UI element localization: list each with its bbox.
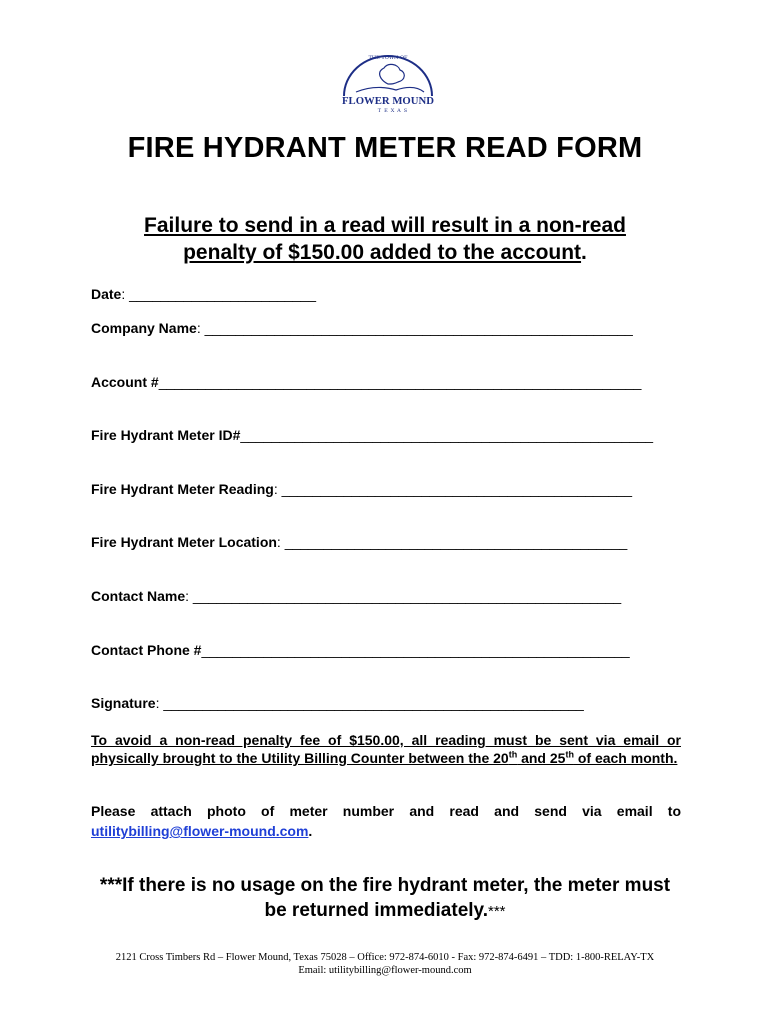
- fill-line: _____________________________________________________: [240, 427, 654, 443]
- field-label: Fire Hydrant Meter Reading: [91, 481, 274, 497]
- fill-line: _______________________________________________________: [200, 320, 633, 336]
- penalty-warning: [95, 212, 675, 266]
- account-number-field[interactable]: [91, 374, 641, 390]
- page-title: FIRE HYDRANT METER READ FORM: [127, 132, 643, 164]
- meter-location-field[interactable]: Fire Hydrant Meter Location: ____________________________________________: [91, 534, 628, 550]
- attach-instructions: Please attach photo of meter number and read and send via email to utilitybilling@flower-mound.com.: [91, 803, 681, 839]
- penalty-notice: To avoid a non-read penalty fee of $150.00, all reading must be sent via email or physically brought to the Utility Billing Counter between the 20th and 25th of each month.: [91, 732, 681, 766]
- fill-line: _____________________________________________: [277, 481, 632, 497]
- page-footer: [60, 951, 710, 977]
- company-name-field[interactable]: Company Name: _______________________________________________________: [91, 320, 633, 336]
- fill-line: ______________________________________________________: [159, 695, 584, 711]
- field-label: Contact Phone #: [91, 642, 202, 658]
- signature-field[interactable]: Signature: ______________________________________________________: [91, 695, 584, 711]
- warning-period: .: [581, 241, 587, 264]
- meter-reading-field[interactable]: Fire Hydrant Meter Reading: _____________________________________________: [91, 481, 632, 497]
- logo-name: FLOWER MOUND: [342, 95, 435, 107]
- logo-hills: [356, 87, 424, 92]
- meter-id-field[interactable]: [91, 427, 653, 443]
- attach-text: Please attach photo of meter number and read and send via email to: [91, 803, 681, 819]
- fill-line: ________________________: [125, 286, 317, 302]
- field-label: Company Name: [91, 320, 197, 336]
- logo-bottom-text: TEXAS: [377, 108, 411, 114]
- field-label: Account #: [91, 374, 159, 390]
- usage-notice: ***If there is no usage on the fire hydrant meter, the meter must be returned immediately.***: [99, 875, 671, 921]
- fill-line: _______________________________________________________: [201, 642, 630, 658]
- town-logo: [336, 50, 440, 114]
- warning-line-1: Failure to send in a read will result in a non-read: [144, 214, 626, 237]
- fill-line: ____________________________________________: [280, 534, 628, 550]
- logo-top-text: THE TOWN OF: [368, 55, 408, 61]
- footer-email: Email: utilitybilling@flower-mound.com: [298, 965, 472, 976]
- email-link[interactable]: utilitybilling@flower-mound.com: [91, 823, 309, 839]
- field-label: Date: [91, 286, 122, 302]
- field-label: Fire Hydrant Meter ID#: [91, 427, 241, 443]
- fill-line: _______________________________________________________: [189, 588, 622, 604]
- logo-tree: [380, 64, 405, 84]
- field-label: Signature: [91, 695, 156, 711]
- warning-line-2: penalty of $150.00 added to the account: [183, 241, 582, 264]
- date-field[interactable]: Date: ________________________: [91, 286, 317, 302]
- field-label: Contact Name: [91, 588, 186, 604]
- fill-line: ______________________________________________________________: [158, 374, 642, 390]
- field-label: Fire Hydrant Meter Location: [91, 534, 277, 550]
- contact-phone-field[interactable]: [91, 642, 630, 658]
- footer-address: 2121 Cross Timbers Rd – Flower Mound, Texas 75028 – Office: 972-874-6010 - Fax: 972-874-6491 – TDD: 1-800-RELAY-TX: [115, 952, 655, 963]
- contact-name-field[interactable]: Contact Name: _______________________________________________________: [91, 588, 622, 604]
